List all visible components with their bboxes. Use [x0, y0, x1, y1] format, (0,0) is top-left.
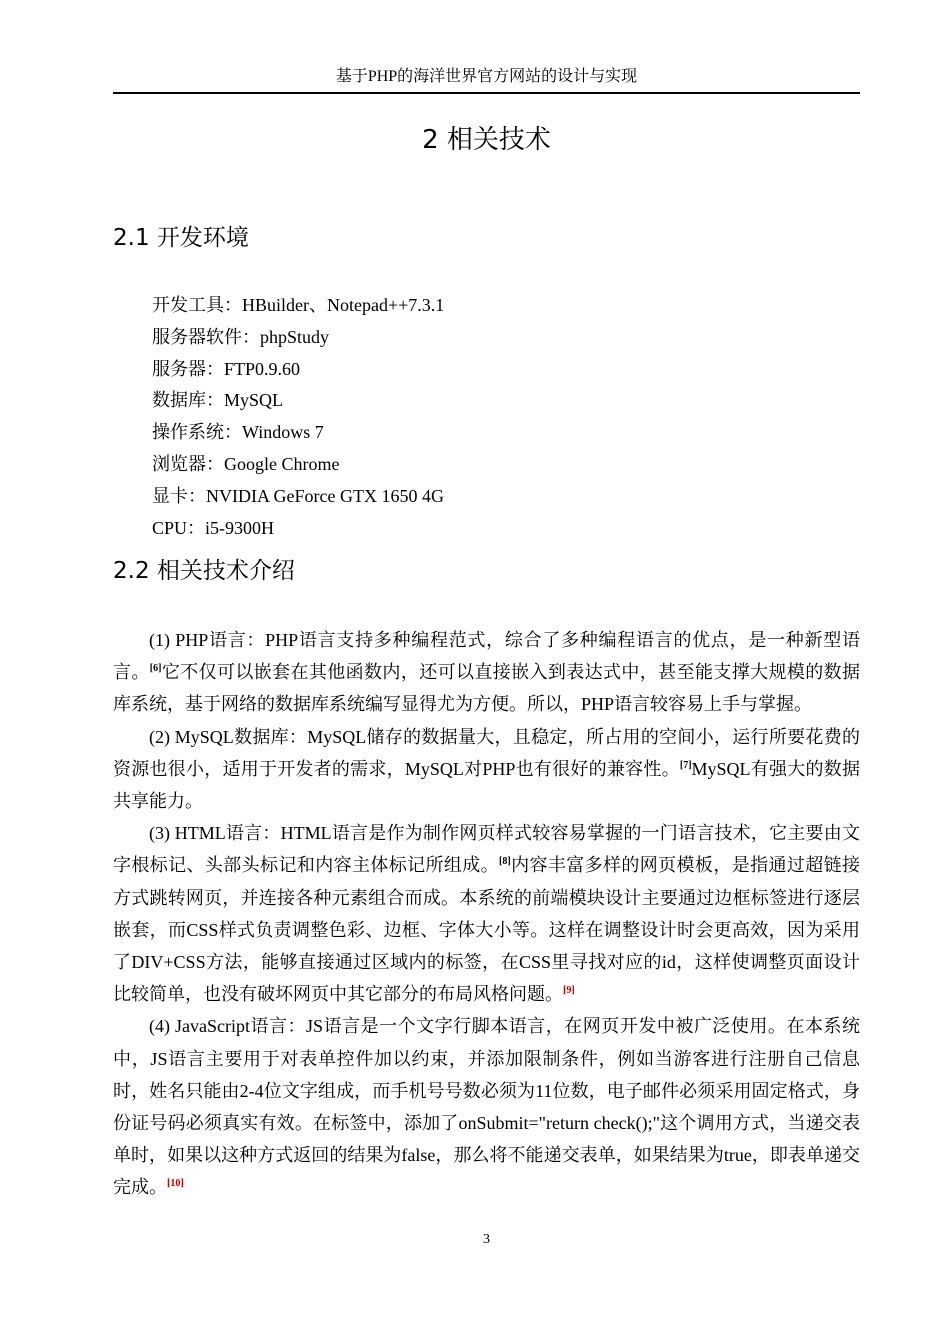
running-header: [113, 62, 860, 94]
page-number: 3: [483, 1232, 490, 1247]
list-item: 操作系统：Windows 7: [152, 422, 324, 443]
paragraph-javascript: (4) JavaScript语言：JS语言是一个文字行脚本语言，在网页开发中被广泛使用。在本系统中，JS语言主要用于对表单控件加以约束，并添加限制条件，例如当游客进行注册自己信息时，姓名只能由2-4位文字组成，而手机号号数必须为11位数，电子邮件必须采用固定格式，身份证号码必须真实有效。在标签中，添加了onSubmit="return check();"这个调用方式，当递交表单时，如果以这种方式返回的结果为false，那么将不能递交表单，如果结果为true，即表单递交完成。[10]: [113, 1016, 860, 1198]
list-item: 开发工具：HBuilder、Notepad++7.3.1: [152, 295, 445, 315]
citation-8: [8]: [499, 856, 511, 868]
list-item: 服务器软件：phpStudy: [152, 326, 330, 347]
paragraph-php: (1) PHP语言：PHP语言支持多种编程范式，综合了多种编程语言的优点，是一种新型语言。[6]它不仅可以嵌套在其他函数内，还可以直接嵌入到表达式中，甚至能支撑大规模的数据库系统，基于网络的数据库系统编写显得尤为方便。所以，PHP语言较容易上手与掌握。: [113, 630, 861, 715]
list-item: CPU：i5-9300H: [152, 517, 275, 538]
citation-6: [6]: [149, 663, 162, 675]
tech-intro-body: [113, 624, 860, 1204]
chapter-title: 2 相关技术: [422, 125, 551, 155]
citation-7: [7]: [679, 759, 692, 771]
list-item: 服务器：FTP0.9.60: [152, 358, 301, 379]
citation-10: [10]: [167, 1178, 184, 1190]
list-item: 显卡：NVIDIA GeForce GTX 1650 4G: [152, 485, 444, 506]
paragraph-html: (3) HTML语言：HTML语言是作为制作网页样式较容易掌握的一门语言技术，它主要由文字根标记、头部头标记和内容主体标记所组成。[8]内容丰富多样的网页模板，是指通过超链接方式跳转网页，并连接各种元素组合而成。本系统的前端模块设计主要通过边框标签进行逐层嵌套，而CSS样式负责调整色彩、边框、字体大小等。这样在调整设计时会更高效，因为采用了DIV+CSS方法，能够直接通过区域内的标签，在CSS里寻找对应的id，这样使调整页面设计比较简单，也没有破坏网页中其它部分的布局风格问题。[9]: [113, 823, 860, 1005]
list-item: 数据库：MySQL: [152, 390, 284, 411]
citation-9: [9]: [563, 985, 575, 997]
dev-env-list: [152, 290, 852, 544]
section-title-dev-env: 2.1 开发环境: [113, 225, 249, 251]
running-title: 基于PHP的海洋世界官方网站的设计与实现: [335, 68, 638, 85]
section-title-tech-intro: 2.2 相关技术介绍: [113, 558, 295, 584]
list-item: 浏览器：Google Chrome: [152, 453, 340, 474]
paragraph-mysql: (2) MySQL数据库：MySQL储存的数据量大，且稳定，所占用的空间小，运行所要花费的资源也很小，适用于开发者的需求，MySQL对PHP也有很好的兼容性。[7]MySQL有强大的数据共享能力。: [113, 726, 861, 812]
